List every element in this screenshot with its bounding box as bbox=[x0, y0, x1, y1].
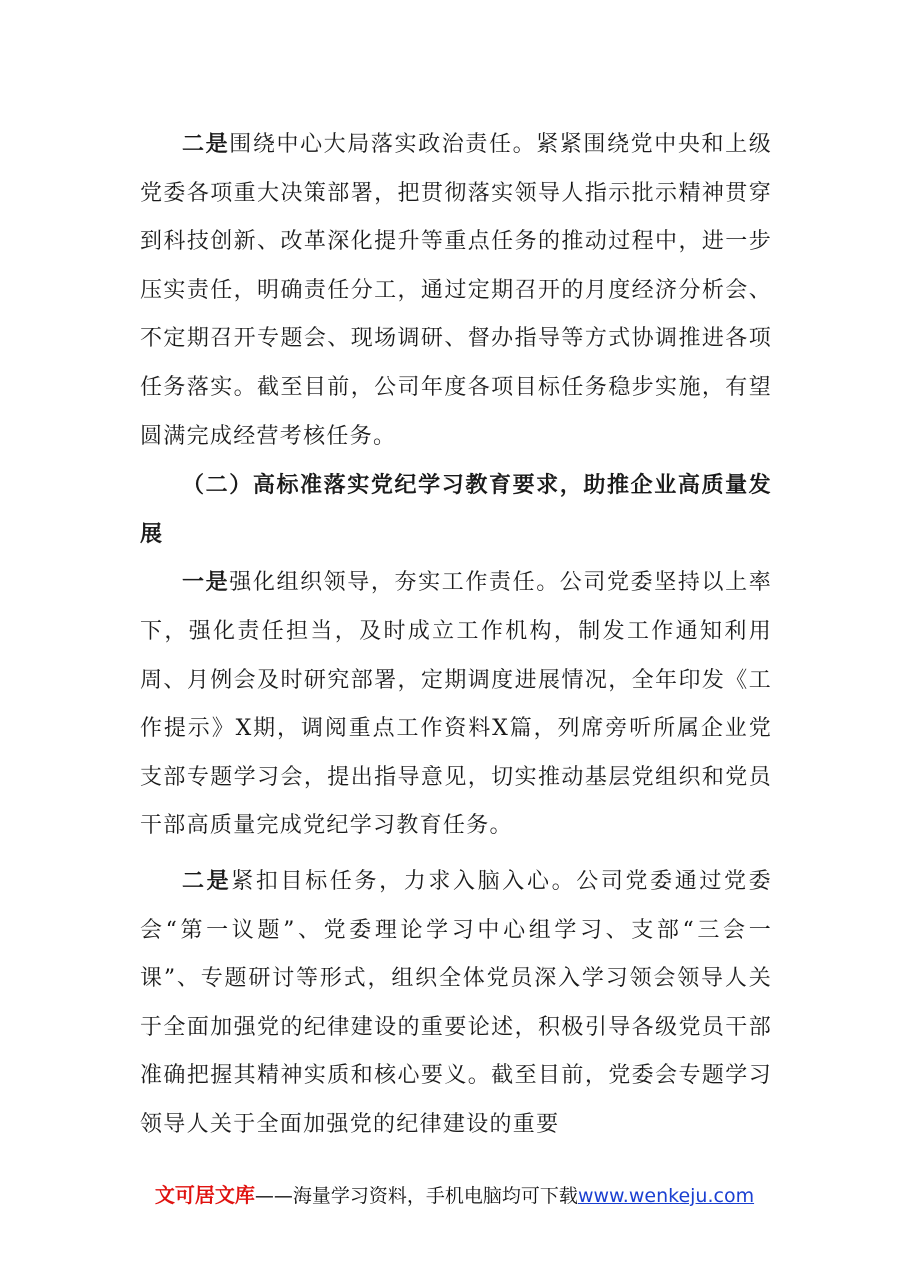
footer-url-link[interactable]: www.wenkeju.com bbox=[577, 1185, 755, 1207]
footer-brand: 文可居文库 bbox=[154, 1183, 255, 1207]
paragraph-text: 围绕中心大局落实政治责任。紧紧围绕党中央和上级党委各项重大决策部署，把贯彻落实领导人指示批示精神贯穿到科技创新、改革深化提升等重点任务的推动过程中，进一步压实责任，明确责任分工，通过定期召开的月度经济分析会、不定期召开专题会、现场调研、督办指导等方式协调推进各项任务落实。截至目前，公司年度各项目标任务稳步实施，有望圆满完成经营考核任务。 bbox=[140, 132, 772, 449]
document-body bbox=[140, 120, 772, 1149]
paragraph-political-responsibility bbox=[140, 120, 772, 461]
footer-tagline: ——海量学习资料，手机电脑均可下载 bbox=[254, 1185, 578, 1207]
paragraph-lead: 二是 bbox=[182, 867, 232, 894]
paragraph-text: 强化组织领导，夯实工作责任。公司党委坚持以上率下，强化责任担当，及时成立工作机构，制发工作通知利用周、月例会及时研究部署，定期调度进展情况，全年印发《工作提示》X期，调阅重点工作资料X篇，列席旁听所属企业党支部专题学习会，提出指导意见，切实推动基层党组织和党员干部高质量完成党纪学习教育任务。 bbox=[140, 570, 772, 839]
section-heading: （二）高标准落实党纪学习教育要求，助推企业高质量发展 bbox=[140, 472, 772, 547]
paragraph-organization-leadership bbox=[140, 558, 772, 851]
paragraph-lead: 一是 bbox=[182, 569, 230, 596]
page-footer bbox=[0, 1180, 909, 1211]
paragraph-target-tasks bbox=[140, 857, 772, 1150]
paragraph-lead: 二是 bbox=[182, 131, 230, 157]
paragraph-text: 紧扣目标任务，力求入脑入心。公司党委通过党委会“第一议题”、党委理论学习中心组学习、支部“三会一课”、专题研讨等形式，组织全体党员深入学习领会领导人关于全面加强党的纪律建设的重要论述，积极引导各级党员干部准确把握其精神实质和核心要义。截至目前，党委会专题学习领导人关于全面加强党的纪律建设的重要 bbox=[140, 868, 772, 1137]
